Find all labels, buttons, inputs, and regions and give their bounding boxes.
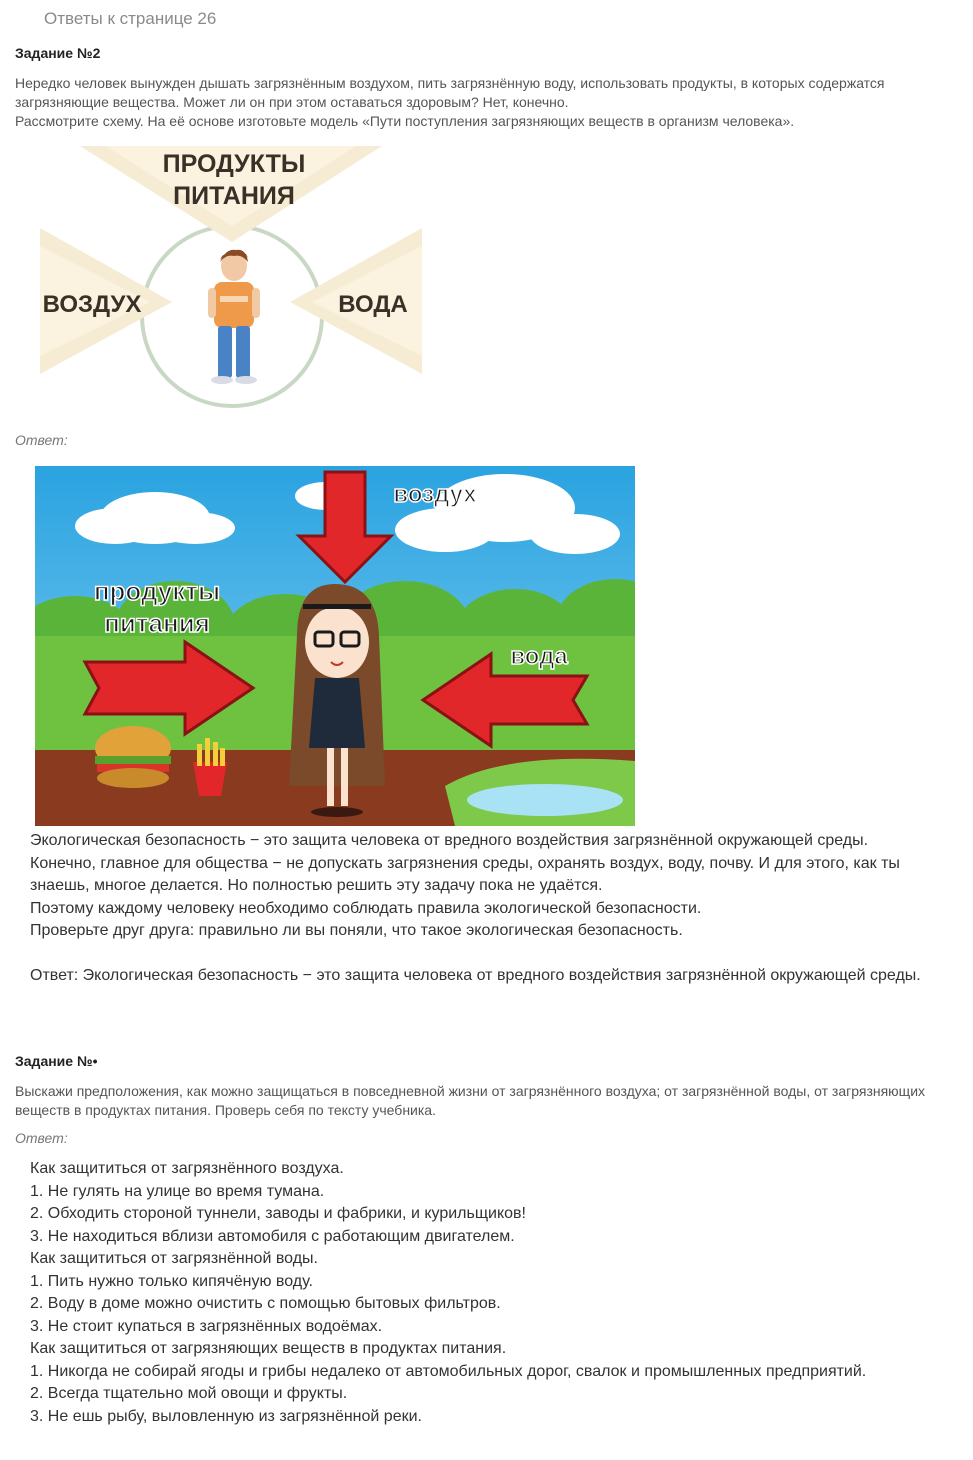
task-2-text <box>15 74 955 131</box>
scene-food-line2: питания <box>104 608 210 638</box>
scheme-top-line2: ПИТАНИЯ <box>173 182 295 210</box>
answer-paragraph <box>30 943 960 965</box>
answer-illustration <box>35 466 635 826</box>
answer-paragraph: Проверьте друг друга: правильно ли вы поняли, что такое экологическая безопасность. <box>30 922 683 939</box>
answer-line: Как защититься от загрязнённого воздуха. <box>30 1160 344 1177</box>
answer-paragraph: Экологическая безопасность − это защита человека от вредного воздействия загрязнённой окружающей среды. <box>30 832 869 849</box>
task-3-text: Выскажи предположения, как можно защищаться в повседневной жизни от загрязнённого воздуха; от загрязнённой воды, от загрязняющих веществ в продуктах питания. Проверь себя по тексту учебника. <box>15 1083 926 1118</box>
burger-icon <box>95 726 171 788</box>
answer-line: Как защититься от загрязнённой воды. <box>30 1250 318 1267</box>
task-2-title: Задание №2 <box>15 45 101 61</box>
answer-line: 2. Воду в доме можно очистить с помощью бытовых фильтров. <box>30 1295 501 1312</box>
scene-water-label: вода <box>510 643 568 670</box>
answer-line: 1. Никогда не собирай ягоды и грибы недалеко от автомобильных дорог, свалок и промышленных предприятий. <box>30 1362 867 1380</box>
answer-paragraph: Поэтому каждому человеку необходимо соблюдать правила экологической безопасности. <box>30 899 702 917</box>
pollution-paths-scheme <box>36 142 426 412</box>
scene-food-line1: продукты <box>93 576 221 606</box>
answer-line: 3. Не ешь рыбу, выловленную из загрязнённой реки. <box>30 1407 422 1425</box>
task-3-answer <box>30 1158 960 1428</box>
answer-line: 3. Не стоит купаться в загрязнённых водоёмах. <box>30 1317 383 1335</box>
task-3-answer-label: Ответ: <box>15 1130 68 1146</box>
scheme-right-label: ВОДА <box>338 291 408 318</box>
scene-air-label: воздух <box>393 481 477 508</box>
scheme-top-line1: ПРОДУКТЫ <box>162 150 306 178</box>
page-title: Ответы к странице 26 <box>44 9 217 28</box>
answer-line: 2. Всегда тщательно мой овощи и фрукты. <box>30 1385 348 1402</box>
answer-paragraph: Ответ: Экологическая безопасность − это защита человека от вредного воздействия загрязнённой окружающей среды. <box>30 966 921 984</box>
answer-line: Как защититься от загрязняющих веществ в продуктах питания. <box>30 1340 507 1357</box>
task-2-text-line: Рассмотрите схему. На её основе изготовьте модель «Пути поступления загрязняющих веществ в организм человека». <box>15 113 795 129</box>
answer-line: 3. Не находиться вблизи автомобиля с работающим двигателем. <box>30 1227 515 1245</box>
scheme-left-label: ВОЗДУХ <box>42 291 142 318</box>
task-3-title: Задание №• <box>15 1053 98 1069</box>
task-2-answer <box>30 830 960 987</box>
boy-figure <box>208 250 260 384</box>
answer-paragraph: Конечно, главное для общества − не допускать загрязнения среды, охранять воздух, воду, почву. И для этого, как ты знаешь, многое делается. Но полностью решить эту задачу пока не удаётся. <box>30 854 900 894</box>
task-2-text-line: Нередко человек вынужден дышать загрязнённым воздухом, пить загрязнённую воду, использовать продукты, в которых содержатся загрязняющие вещества. Может ли он при этом оставаться здоровым? Нет, конечно. <box>15 75 885 110</box>
answer-line: 1. Не гулять на улице во время тумана. <box>30 1182 325 1200</box>
answer-line: 1. Пить нужно только кипячёную воду. <box>30 1272 313 1290</box>
task-2-answer-label: Ответ: <box>15 432 68 448</box>
girl-figure <box>289 584 385 817</box>
answer-line: 2. Обходить стороной туннели, заводы и фабрики, и курильщиков! <box>30 1205 526 1222</box>
